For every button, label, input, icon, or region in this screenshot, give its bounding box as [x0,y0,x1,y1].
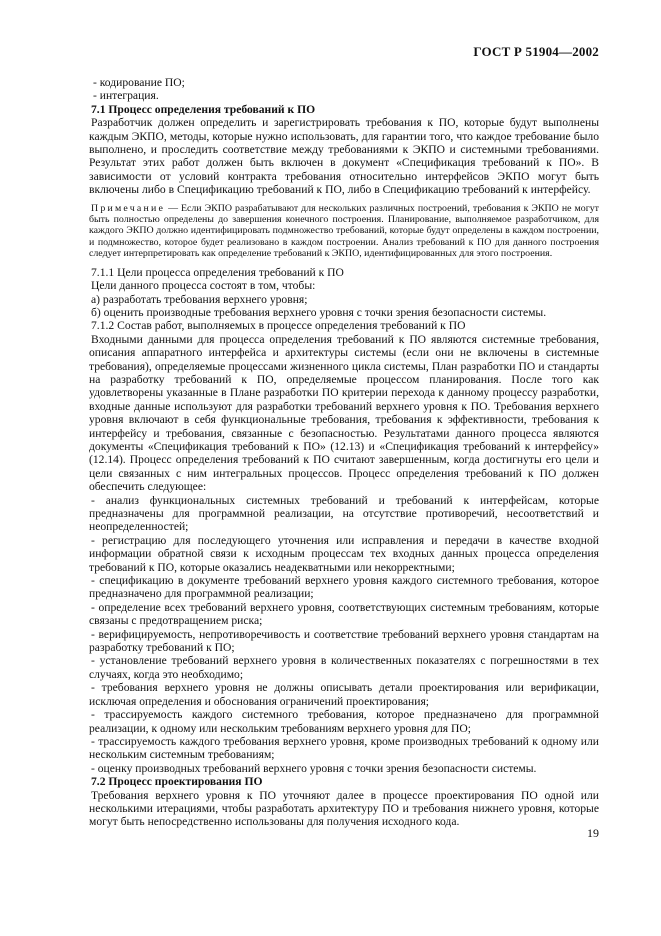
subsection-heading: 7.1.1 Цели процесса определения требований к ПО [91,265,344,279]
list-item: - интеграция. [93,89,159,103]
paragraph: Цели данного процесса состоят в том, чтобы: [91,279,316,293]
bullet-item: - определение всех требований верхнего уровня, соответствующих системным требованиям, которые связаны с предотвращением риска; [89,600,599,628]
bullet-item: - установление требований верхнего уровня в количественных показателях с погрешностями в тех случаях, когда это необходимо; [89,654,599,681]
section-heading: 7.2 Процесс проектирования ПО [91,775,263,789]
bullet-item: - оценку производных требований верхнего уровня с точки зрения безопасности системы. [91,761,537,775]
bullet-item: - верифицируемость, непротиворечивость и соответствие требований верхнего уровня стандартам на разработку требований к ПО; [89,627,599,655]
note-label: Примечание [91,202,166,214]
page-number: 19 [587,826,599,840]
paragraph: Входными данными для процесса определения требований к ПО являются системные требования, описания аппаратного интерфейса и архитектуры системы (если они не включены в системные требования), определяемые процессами жизненного цикла системы, План разработки ПО и стандарты на разработку требований к ПО, определяемые процессом планирования. После того как удовлетворены указанные в Плане разработки ПО критерии перехода к данному процессу разработки, входные данные используют для разработки требований верхнего уровня к ПО. Требования верхнего уровня включают в себя функциональные требования, требования к эффективности, требования к интерфейсу и требования, связанные с безопасностью. Результатами данного процесса являются документы «Спецификация требований к ПО» (12.13) и «Спецификация требований к интерфейсу» (12.14). Процесс определения требований к ПО считают завершенным, когда достигнуты его цели и цели связанных с ним интегральных процессов. Процесс определения требований к ПО должен обеспечить следующее: [89,332,599,494]
list-item: б) оценить производные требования верхнего уровня с точки зрения безопасности системы. [91,305,547,319]
bullet-item: - спецификацию в документе требований верхнего уровня каждого системного требования, которое предназначено для программной реализации; [89,574,599,601]
list-item: а) разработать требования верхнего уровня; [91,292,308,306]
note [89,203,599,260]
standard-header: ГОСТ Р 51904—2002 [473,44,599,59]
section-heading: 7.1 Процесс определения требований к ПО [91,102,316,116]
bullet-item: - анализ функциональных системных требований и требований к интерфейсам, которые предназначены для программной реализации, на отсутствие противоречий, несоответствий и неопределенностей; [89,493,599,534]
bullet-item: - требования верхнего уровня не должны описывать детали проектирования или верификации, исключая определения и обоснования ограничений проектирования; [89,681,599,708]
paragraph: Требования верхнего уровня к ПО уточняют далее в процессе проектирования ПО одной или несколькими итерациями, чтобы разработать архитектуру ПО и требования нижнего уровня, которые могут быть непосредственно использованы для получения исходного кода. [89,788,599,829]
paragraph: Разработчик должен определить и зарегистрировать требования к ПО, которые будут выполнены каждым ЭКПО, методы, которые нужно использовать, для гарантии того, что каждое требование было выполнено, и проследить соответствие между требованиями к ЭКПО и системными требованиями. Результат этих работ должен быть включен в документ «Спецификация требований к ПО». В зависимости от условий контракта требования относительно интерфейсов ЭКПО могут быть включены либо в Спецификацию требований к ПО, либо в Спецификацию требований к интерфейсу. [89,116,599,197]
note-text: — Если ЭКПО разрабатывают для нескольких различных построений, требования к ЭКПО не могут быть полностью определены до завершения конечного построения. Планирование, выполняемое разработчиком, для каждого ЭКПО должно идентифицировать подмножество требований, которые будут определены в каждом построении, и подмножество, которое будет реализовано в каждом построении. Анализ требований к ПО для данного построения следует интерпретировать как определение требований к ЭКПО, идентифицированных для этого построения. [89,202,599,260]
bullet-item: - регистрацию для последующего уточнения или исправления и передачи в качестве входной информации обратной связи к исходным процессам тех входных данных процесса определения требований к ПО, которые оказались неадекватными или некорректными; [89,533,599,574]
subsection-heading: 7.1.2 Состав работ, выполняемых в процессе определения требований к ПО [91,319,466,333]
bullet-item: - трассируемость каждого требования верхнего уровня, кроме производных требований к одному или нескольким системным требованиям; [89,734,599,762]
bullet-item: - трассируемость каждого системного требования, которое предназначено для программной реализации, к одному или нескольким требованиям верхнего уровня для ПО; [89,708,599,735]
document-body [89,76,599,829]
list-item: - кодирование ПО; [93,76,185,89]
